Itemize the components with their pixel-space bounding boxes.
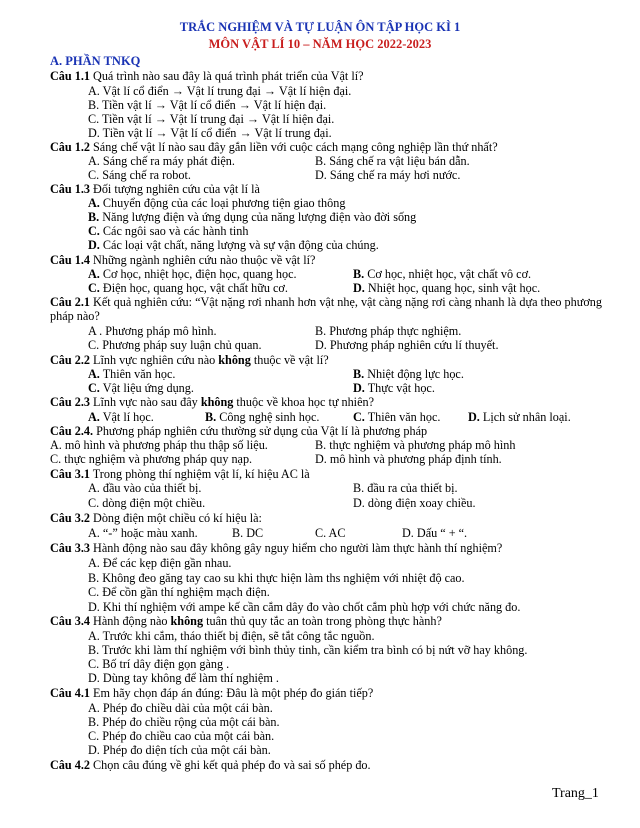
option: D. mô hình và phương pháp định tính. bbox=[315, 452, 502, 466]
question-2-1: Câu 2.1 Kết quả nghiên cứu: “Vật nặng rơi nhanh hơn vật nhẹ, vật càng nặng rơi càng nhanh là dựa theo phương pháp nào? bbox=[50, 295, 602, 323]
option: C. Phương pháp suy luận chủ quan. bbox=[88, 338, 262, 352]
option: B. Không đeo găng tay cao su khi thực hiện làm ths nghiệm với nhiệt độ cao. bbox=[88, 571, 465, 585]
question-1-3: Câu 1.3 Đối tượng nghiên cứu của vật lí là bbox=[50, 182, 260, 196]
option: D. Phương pháp nghiên cứu lí thuyết. bbox=[315, 338, 499, 352]
question-4-2: Câu 4.2 Chọn câu đúng về ghi kết quả phép đo và sai số phép đo. bbox=[50, 758, 371, 772]
option: B. DC bbox=[232, 526, 264, 540]
section-heading: A. PHẦN TNKQ bbox=[50, 54, 141, 68]
option: D. Dùng tay không để làm thí nghiệm . bbox=[88, 671, 279, 685]
option: B. thực nghiệm và phương pháp mô hình bbox=[315, 438, 516, 452]
option: A. Cơ học, nhiệt học, điện học, quang học. bbox=[88, 267, 297, 281]
option: C. Để cồn gần thí nghiệm mạch điện. bbox=[88, 585, 270, 599]
option: A. “-” hoặc màu xanh. bbox=[88, 526, 198, 540]
option: A. Thiên văn học. bbox=[88, 367, 176, 381]
option: A. mô hình và phương pháp thu thập số liệu. bbox=[50, 438, 268, 452]
option: D. Phép đo diện tích của một cái bàn. bbox=[88, 743, 271, 757]
option: A. Sáng chế ra máy phát điện. bbox=[88, 154, 235, 168]
option: D. dòng điện xoay chiều. bbox=[353, 496, 476, 510]
option: C. Các ngôi sao và các hành tinh bbox=[88, 224, 249, 238]
option: A. Vật lí học. bbox=[88, 410, 154, 424]
option: B. đầu ra của thiết bị. bbox=[353, 481, 458, 495]
question-2-4: Câu 2.4. Phương pháp nghiên cứu thường sử dụng của Vật lí là phương pháp bbox=[50, 424, 428, 438]
option: C. Vật liệu ứng dụng. bbox=[88, 381, 194, 395]
question-3-4: Câu 3.4 Hành động nào không tuân thủ quy tắc an toàn trong phòng thực hành? bbox=[50, 614, 442, 628]
option: A. Phép đo chiều dài của một cái bàn. bbox=[88, 701, 273, 715]
document-title: TRẮC NGHIỆM VÀ TỰ LUẬN ÔN TẬP HỌC KÌ 1 bbox=[179, 20, 461, 34]
option: C. dòng điện một chiều. bbox=[88, 496, 206, 510]
option: A. đầu vào của thiết bị. bbox=[88, 481, 202, 495]
option: A . Phương pháp mô hình. bbox=[88, 324, 217, 338]
option: C. thực nghiệm và phương pháp quy nạp. bbox=[50, 452, 253, 466]
question-2-2: Câu 2.2 Lĩnh vực nghiên cứu nào không thuộc về vật lí? bbox=[50, 353, 329, 367]
option: B. Phương pháp thực nghiệm. bbox=[315, 324, 462, 338]
question-1-4: Câu 1.4 Những ngành nghiên cứu nào thuộc về vật lí? bbox=[50, 253, 316, 267]
option: C. Điện học, quang học, vật chất hữu cơ. bbox=[88, 281, 288, 295]
question-3-2: Câu 3.2 Dòng điện một chiều có kí hiệu là: bbox=[50, 511, 262, 525]
option: D. Dấu “ + “. bbox=[402, 526, 468, 540]
question-1-2: Câu 1.2 Sáng chế vật lí nào sau đây gắn liền với cuộc cách mạng công nghiệp lần thứ nhất? bbox=[50, 140, 498, 154]
option: C. Phép đo chiều cao của một cái bàn. bbox=[88, 729, 275, 743]
option: C. Sáng chế ra robot. bbox=[88, 168, 191, 182]
question-4-1: Câu 4.1 Em hãy chọn đáp án đúng: Đâu là một phép đo gián tiếp? bbox=[50, 686, 374, 700]
option: D. Khi thí nghiệm với ampe kế cần cắm dây đo vào chốt cắm phù hợp với chức năng đo. bbox=[88, 600, 521, 614]
option: D. Các loại vật chất, năng lượng và sự vận động của chúng. bbox=[88, 238, 379, 252]
option: C. Tiền vật lí → Vật lí trung đại → Vật lí hiện đại. bbox=[88, 112, 335, 126]
question-3-1: Câu 3.1 Trong phòng thí nghiệm vật lí, kí hiệu AC là bbox=[50, 467, 310, 481]
option: D. Lịch sử nhân loại. bbox=[468, 410, 571, 424]
document-subtitle: MÔN VẬT LÍ 10 – NĂM HỌC 2022-2023 bbox=[208, 37, 432, 51]
option: B. Trước khi làm thí nghiệm với bình thủy tinh, cần kiểm tra bình có bị nứt vỡ hay không. bbox=[88, 643, 528, 657]
question-2-3: Câu 2.3 Lĩnh vực nào sau đây không thuộc về khoa học tự nhiên? bbox=[50, 395, 374, 409]
page-number: Trang_1 bbox=[552, 786, 599, 801]
question-1-1: Câu 1.1 Quá trình nào sau đây là quá trình phát triển của Vật lí? bbox=[50, 69, 364, 83]
option: D. Sáng chế ra máy hơi nước. bbox=[315, 168, 461, 182]
option: A. Trước khi cắm, tháo thiết bị điện, sẽ tắt công tắc nguồn. bbox=[88, 629, 375, 643]
option: A. Chuyển động của các loại phương tiện giao thông bbox=[88, 196, 346, 210]
question-3-3: Câu 3.3 Hành động nào sau đây không gây nguy hiểm cho người làm thực hành thí nghiệm? bbox=[50, 541, 503, 555]
option: B. Công nghệ sinh học. bbox=[205, 410, 320, 424]
option: B. Cơ học, nhiệt học, vật chất vô cơ. bbox=[353, 267, 532, 281]
option: D. Tiền vật lí → Vật lí cổ điển → Vật lí trung đại. bbox=[88, 126, 332, 140]
option: B. Năng lượng điện và ứng dụng của năng lượng điện vào đời sống bbox=[88, 210, 417, 224]
option: D. Thực vật học. bbox=[353, 381, 435, 395]
option: D. Nhiệt học, quang học, sinh vật học. bbox=[353, 281, 541, 295]
option: A. Để các kẹp điện gần nhau. bbox=[88, 556, 232, 570]
option: B. Tiền vật lí → Vật lí cổ điển → Vật lí hiện đại. bbox=[88, 98, 327, 112]
option: B. Nhiệt động lực học. bbox=[353, 367, 464, 381]
option: C. Thiên văn học. bbox=[353, 410, 441, 424]
option: C. AC bbox=[315, 526, 346, 540]
option: A. Vật lí cổ điển → Vật lí trung đại → Vật lí hiện đại. bbox=[88, 84, 352, 98]
option: B. Phép đo chiều rộng của một cái bàn. bbox=[88, 715, 280, 729]
option: C. Bố trí dây điện gọn gàng . bbox=[88, 657, 230, 671]
option: B. Sáng chế ra vật liệu bán dẫn. bbox=[315, 154, 470, 168]
